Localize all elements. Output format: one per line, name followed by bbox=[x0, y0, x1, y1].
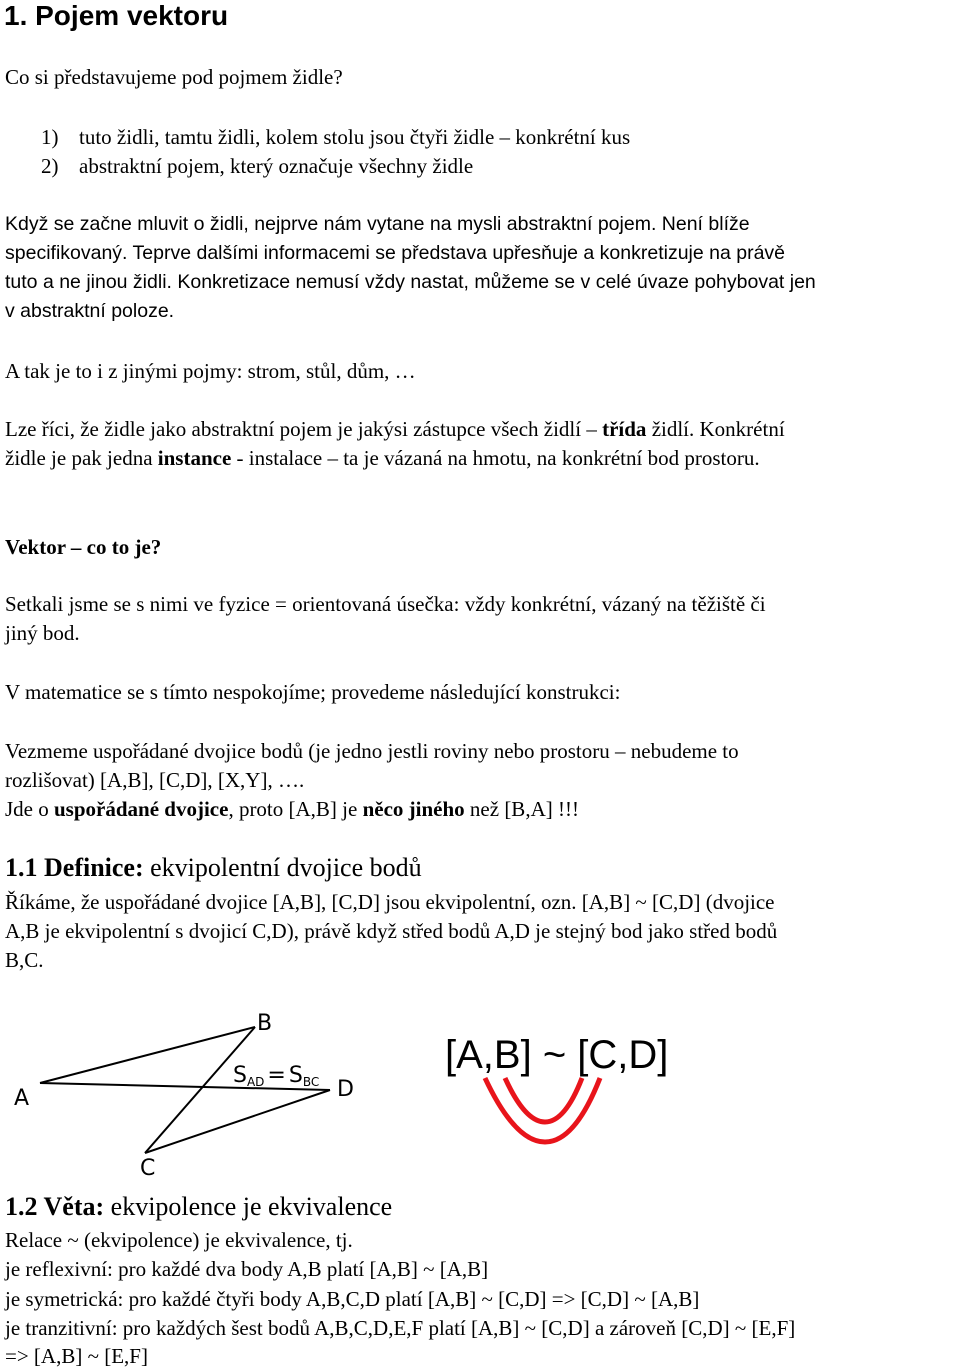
bold-term: třída bbox=[602, 417, 647, 441]
definition-title: ekvipolentní dvojice bodů bbox=[143, 853, 422, 882]
midpoint-subscript: AD bbox=[246, 1075, 265, 1089]
definition-line: A,B je ekvipolentní s dvojicí C,D), právě když střed bodů A,D je stejný bod jako střed bodů bbox=[5, 919, 778, 943]
list-item: abstraktní pojem, který označuje všechny židle bbox=[79, 154, 474, 178]
text: než [B,A] !!! bbox=[464, 797, 579, 821]
page-title: 1. Pojem vektoru bbox=[4, 0, 229, 31]
text: židle je pak jedna bbox=[5, 446, 158, 470]
paragraph: A tak je to i z jinými pojmy: strom, stůl, dům, … bbox=[5, 359, 416, 383]
text: , proto [A,B] je bbox=[228, 797, 363, 821]
section-heading: Vektor – co to je? bbox=[5, 535, 162, 559]
bold-term: instance bbox=[157, 446, 232, 470]
midpoint-symbol: S bbox=[233, 1063, 247, 1088]
definition-number: 1.1 Definice: bbox=[5, 853, 144, 882]
paragraph-line: rozlišovat) [A,B], [C,D], [X,Y], …. bbox=[5, 768, 305, 792]
segment-ab bbox=[40, 1027, 255, 1083]
equipollence-diagram bbox=[0, 1000, 700, 1185]
paragraph-line: Když se začne mluvit o židli, nejprve nám vytane na mysli abstraktní pojem. Není blíže bbox=[5, 213, 750, 235]
paragraph-line bbox=[5, 415, 785, 444]
paragraph-line: specifikovaný. Teprve dalšími informacemi se představa upřesňuje a konkretizuje na právě bbox=[5, 242, 786, 264]
theorem-title: ekvipolence je ekvivalence bbox=[104, 1192, 393, 1221]
text: židlí. Konkrétní bbox=[646, 417, 785, 441]
list-item: tuto židli, tamtu židli, kolem stolu jsou čtyři židle – konkrétní kus bbox=[79, 125, 631, 149]
point-label-a: A bbox=[14, 1086, 30, 1111]
intro-question: Co si představujeme pod pojmem židle? bbox=[5, 65, 343, 89]
theorem-number: 1.2 Věta: bbox=[5, 1192, 105, 1221]
paragraph-line bbox=[5, 444, 760, 473]
arc-outer bbox=[485, 1078, 600, 1142]
theorem-line: je reflexivní: pro každé dva body A,B platí [A,B] ~ [A,B] bbox=[5, 1257, 489, 1281]
list-item-number: 2) bbox=[41, 154, 59, 178]
theorem-line: Relace ~ (ekvipolence) je ekvivalence, tj. bbox=[5, 1228, 353, 1252]
midpoint-subscript: BC bbox=[302, 1075, 320, 1089]
paragraph-line: tuto a ne jinou židli. Konkretizace nemusí vždy nastat, můžeme se v celé úvaze pohybovat jen bbox=[5, 271, 816, 293]
list-item-number: 1) bbox=[41, 125, 59, 149]
definition-heading bbox=[5, 853, 422, 883]
equipollence-formula: [A,B] ~ [C,D] bbox=[445, 1033, 669, 1077]
text: Jde o bbox=[5, 797, 54, 821]
paragraph-line: jiný bod. bbox=[5, 621, 80, 645]
theorem-heading bbox=[5, 1192, 392, 1222]
segment-ad bbox=[40, 1083, 330, 1090]
point-label-b: B bbox=[257, 1011, 273, 1036]
point-label-d: D bbox=[337, 1077, 354, 1102]
definition-line: Říkáme, že uspořádané dvojice [A,B], [C,D] jsou ekvipolentní, ozn. [A,B] ~ [C,D] (dvojice bbox=[5, 890, 775, 914]
theorem-line: je tranzitivní: pro každých šest bodů A,B,C,D,E,F platí [A,B] ~ [C,D] a zároveň [C,D] ~ [E,F] bbox=[5, 1316, 796, 1340]
theorem-line: je symetrická: pro každé čtyři body A,B,C,D platí [A,B] ~ [C,D] => [C,D] ~ [A,B] bbox=[5, 1287, 700, 1311]
midpoint-symbol: S bbox=[288, 1063, 303, 1088]
text: - instalace – ta je vázaná na hmotu, na konkrétní bod prostoru. bbox=[231, 446, 760, 470]
equals-sign: = bbox=[267, 1063, 286, 1088]
bold-term: něco jiného bbox=[362, 797, 465, 821]
paragraph-line: Setkali jsme se s nimi ve fyzice = orientovaná úsečka: vždy konkrétní, vázaný na těžiště či bbox=[5, 592, 766, 616]
paragraph-line bbox=[5, 795, 579, 824]
theorem-line: => [A,B] ~ [E,F] bbox=[5, 1344, 148, 1368]
text: Lze říci, že židle jako abstraktní pojem je jakýsi zástupce všech židlí – bbox=[5, 417, 603, 441]
paragraph-line: Vezmeme uspořádané dvojice bodů (je jedno jestli roviny nebo prostoru – nebudeme to bbox=[5, 739, 739, 763]
midpoint-label bbox=[233, 1063, 319, 1089]
paragraph-line: v abstraktní poloze. bbox=[5, 300, 175, 322]
point-label-c: C bbox=[140, 1156, 156, 1181]
definition-line: B,C. bbox=[5, 948, 44, 972]
paragraph: V matematice se s tímto nespokojíme; provedeme následující konstrukci: bbox=[5, 680, 621, 704]
bold-term: uspořádané dvojice bbox=[54, 797, 229, 821]
arc-inner bbox=[505, 1078, 582, 1122]
